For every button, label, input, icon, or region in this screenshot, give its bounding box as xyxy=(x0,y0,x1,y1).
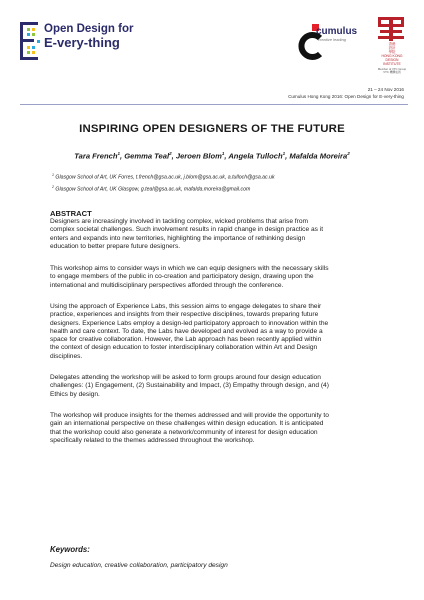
hkdi-line-5: DESIGN xyxy=(385,58,399,62)
hkdi-line-2: 設計 xyxy=(388,46,396,50)
affiliations xyxy=(52,171,275,194)
author-name: Jeroen Blom xyxy=(175,151,222,161)
hkdi-line-3: 學院 xyxy=(388,50,396,54)
open-design-line2: E-very-thing xyxy=(44,34,120,50)
hkdi-logo xyxy=(374,16,408,76)
open-design-logo xyxy=(18,20,178,64)
abstract-paragraph-4: Delegates attending the workshop will be asked to form groups around four design education challenges: (1) Engagement, (2) Sustainability and Impact, (3) Empathy through design, and (4) Ethics by design. xyxy=(50,374,329,398)
affiliation-2: $^2$ Glasgow School of Art, UK Glasgow, g.teal@gsa.ac.uk, mafalda.moreira@gmail.com xyxy=(52,184,251,193)
open-design-mark-icon xyxy=(18,20,42,62)
hkdi-footer-1: Member of VTC Group xyxy=(377,67,407,71)
keywords-text: Design education, creative collaboration, participatory design xyxy=(50,562,228,569)
conference-name: Cumulus Hong Kong 2016: Open Design for E-very-thing xyxy=(288,94,404,99)
conference-dates: 21 – 24 Nov 2016 xyxy=(367,87,404,92)
hkdi-mark-icon xyxy=(374,16,408,42)
conference-info xyxy=(288,86,404,100)
abstract-paragraph-5: The workshop will produce insights for the themes addressed and will provide the opportunity to gain an international perspective on these challenges within design education. It is anticipated that the workshop could also generate a network/community of interest for design education specifically related to the themes addressed throughout the workshop. xyxy=(50,412,329,444)
author-name: Gemma Teal xyxy=(124,151,170,161)
open-design-line1: Open Design for xyxy=(44,23,134,35)
cumulus-name: cumulus xyxy=(316,26,358,37)
affiliation-1: $^1$ Glasgow School of Art, UK Forres, t.french@gsa.ac.uk, j.blom@gsa.ac.uk, a.tulloch@gsa.ac.uk xyxy=(52,173,275,181)
author-name: Tara French xyxy=(74,151,118,161)
author-name: Angela Tulloch xyxy=(228,151,283,161)
paper-title: INSPIRING OPEN DESIGNERS OF THE FUTURE xyxy=(79,123,345,135)
author-name: Mafalda Moreira xyxy=(289,151,348,161)
hkdi-line-6: INSTITUTE xyxy=(383,62,401,66)
hkdi-footer-2: VTC 機構成員 xyxy=(383,70,401,75)
abstract-paragraph-2: This workshop aims to consider ways in which we can equip designers with the necessary skills to engage members of the public in co-creation and participatory design, drawing upon the international and multidisciplinary perspectives afforded through the conference. xyxy=(50,265,329,289)
cumulus-tagline: creative leading xyxy=(318,37,347,42)
hkdi-line-4: HONG KONG xyxy=(381,54,403,58)
hkdi-line-1: 香港 xyxy=(388,42,396,46)
abstract-heading: ABSTRACT xyxy=(50,209,92,218)
header-divider xyxy=(20,104,408,105)
abstract-paragraph-3: Using the approach of Experience Labs, this session aims to engage delegates to share their practice, experiences and insights from their respective disciplines, towards preparing future designers. Experience Labs employ a design-led participatory approach to innovation within the health and care context. To date, the Labs have developed and evolved as a way to provide a space for creative collaboration. However, the Lab approach has been recently applied within the context of design education to foster interdisciplinary collaboration within Art and Design disciplines. xyxy=(50,303,329,360)
cumulus-logo xyxy=(296,20,362,68)
author-list: Tara French$^1$, Gemma Teal$^2$, Jeroen Blom$^1$, Angela Tulloch$^1$, Mafalda Moreira$^2$ xyxy=(74,151,350,161)
abstract-paragraph-1: Designers are increasingly involved in tackling complex, wicked problems that arise from complex societal challenges. Such involvement results in rapid change in design practice as it enters and expands into new territories, highlighting the importance of rethinking design education to better prepare future designers. xyxy=(50,218,324,250)
keywords-heading: Keywords: xyxy=(50,545,90,554)
